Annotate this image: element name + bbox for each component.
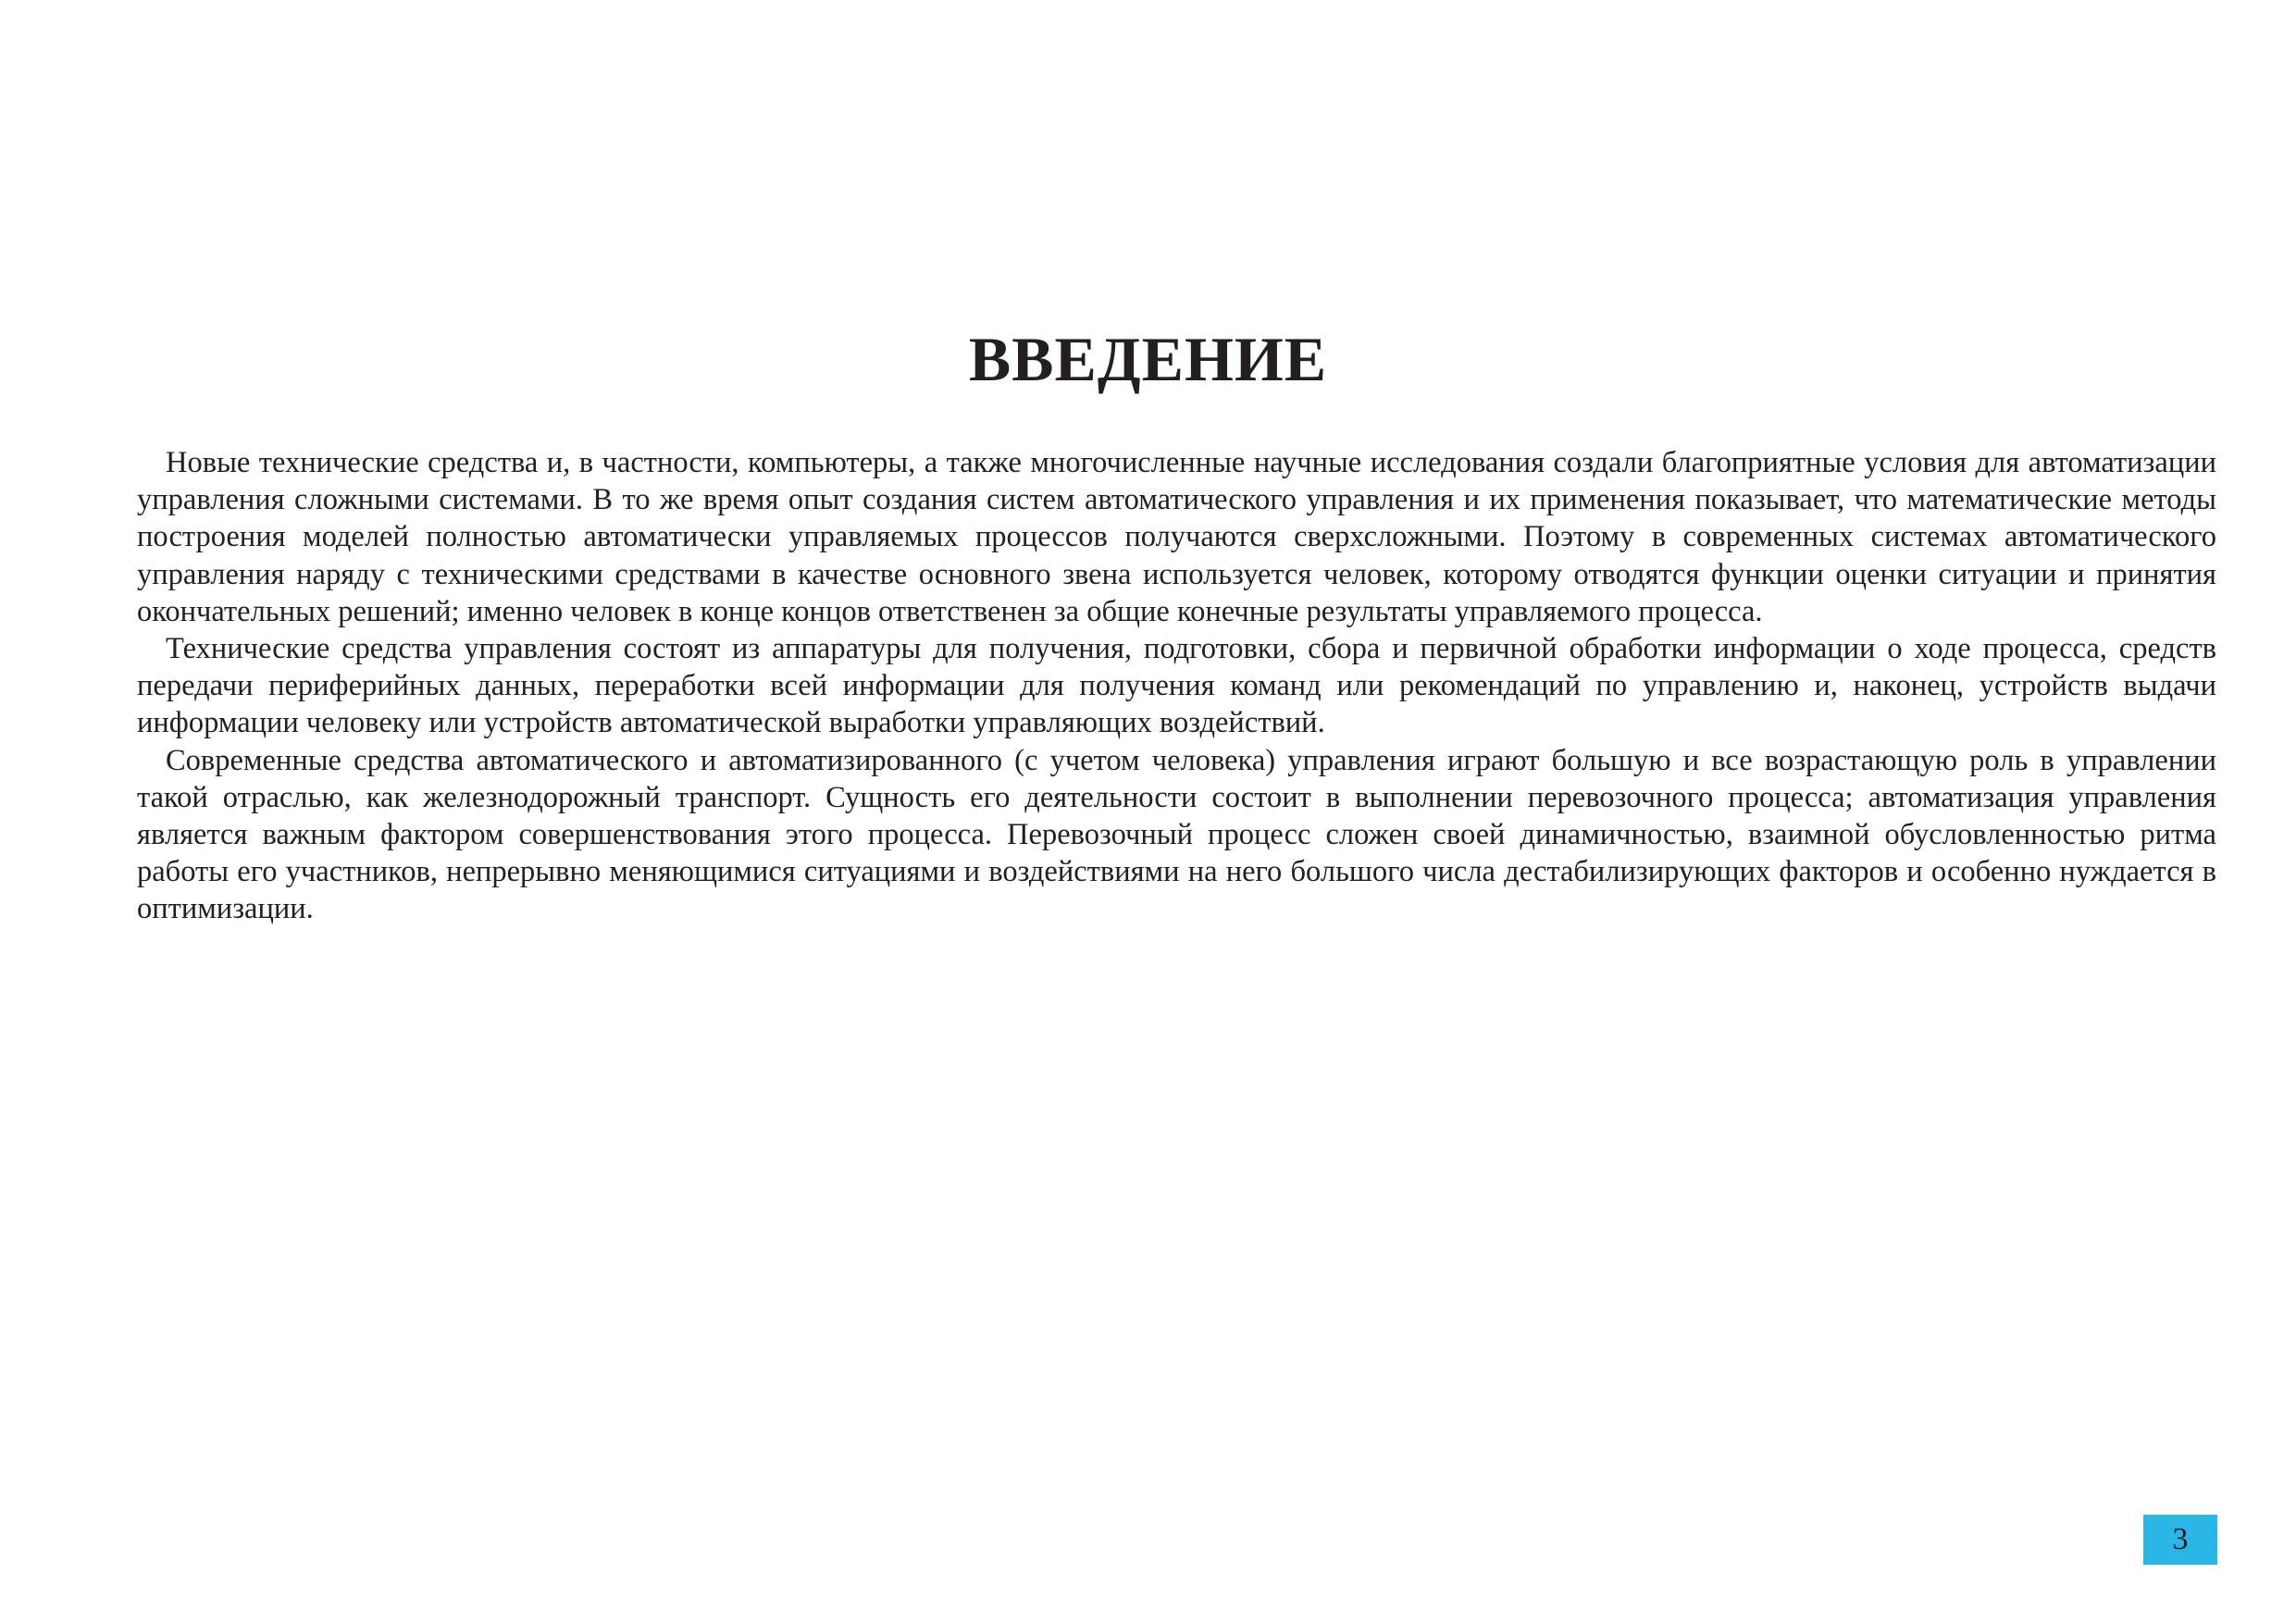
paragraph-3: Современные средства автоматического и автоматизированного (с учетом человека) управления играют большую и все возрастающую роль в управлении такой отраслью, как железнодорожный транспорт. Сущность его деятельности состоит в выполнении перевозочного процесса; автоматизация управления является важным фактором совершенствования этого процесса. Перевозочный процесс сложен своей динамичностью, взаимной обусловленностью ритма работы его участников, непрерывно меняющимися ситуациями и воздействиями на него большого числа дестабилизирующих факторов и особенно нуждается в оптимизации.: [137, 743, 2216, 926]
page-number-badge: 3: [2143, 1515, 2217, 1565]
page-title: ВВЕДЕНИЕ: [968, 324, 1328, 394]
paragraph-2: Технические средства управления состоят из аппаратуры для получения, подготовки, сбора и первичной обработки информации о ходе процесса, средств передачи периферийных данных, переработки всей информации для получения команд или рекомендаций по управлению и, наконец, устройств выдачи информации человеку или устройств автоматической выработки управляющих воздействий.: [137, 632, 2216, 740]
paragraph-1: Новые технические средства и, в частности, компьютеры, а также многочисленные научные исследования создали благоприятные условия для автоматизации управления сложными системами. В то же время опыт создания систем автоматического управления и их применения показывает, что математические методы построения моделей полностью автоматически управляемых процессов получаются сверхсложными. Поэтому в современных системах автоматического управления наряду с техническими средствами в качестве основного звена используется человек, которому отводятся функции оценки ситуации и принятия окончательных решений; именно человек в конце концов ответственен за общие конечные результаты управляемого процесса.: [137, 446, 2216, 628]
body-text: [137, 444, 2216, 928]
